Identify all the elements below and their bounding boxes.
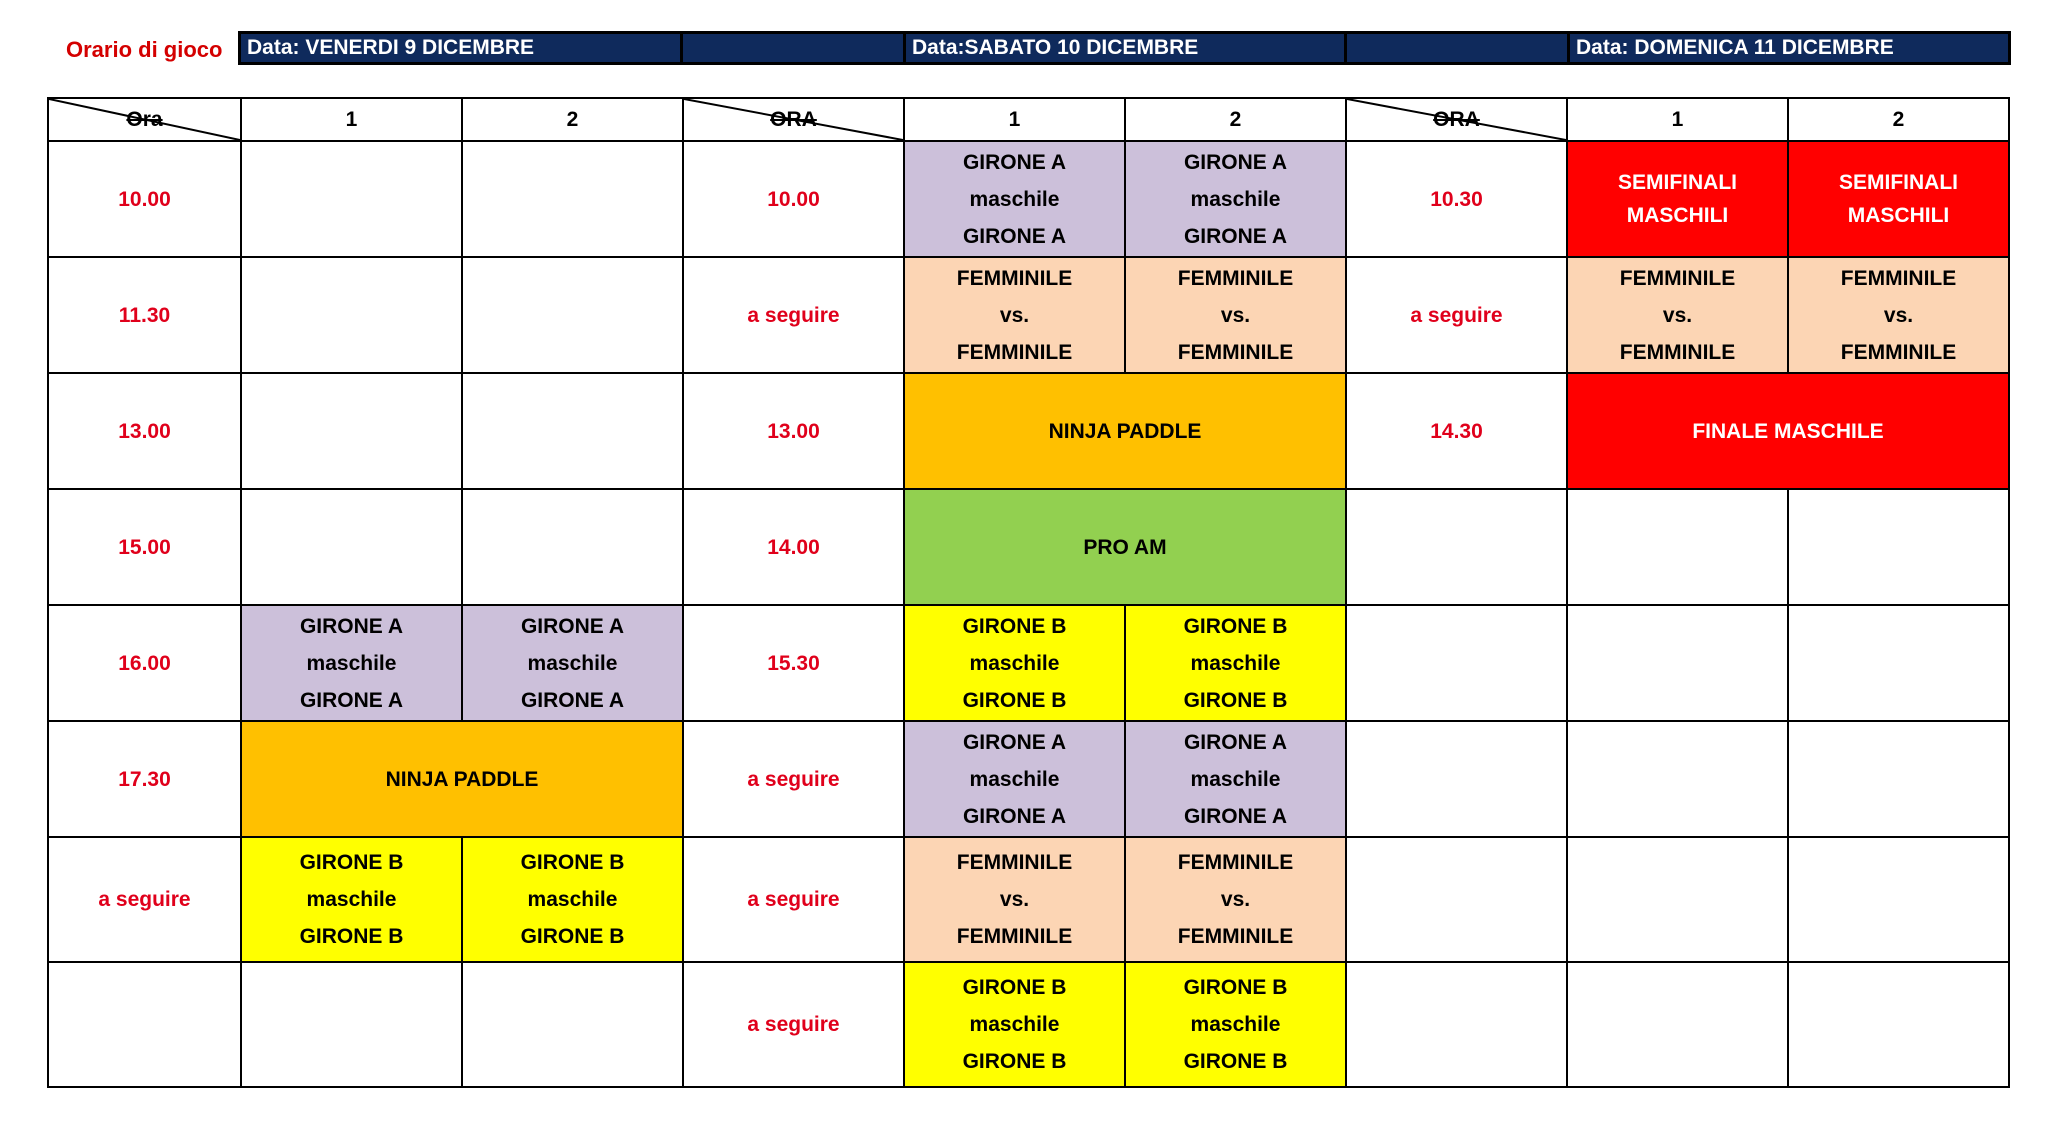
sunday-semifinali-court-2: SEMIFINALI MASCHILI bbox=[1788, 141, 2009, 257]
sunday-time-empty bbox=[1346, 837, 1567, 962]
saturday-time: a seguire bbox=[683, 837, 904, 962]
friday-court-2-slot bbox=[462, 141, 683, 257]
ora-header-sunday: ORA bbox=[1346, 98, 1567, 141]
friday-court-2-slot bbox=[462, 489, 683, 605]
sunday-time: a seguire bbox=[1346, 257, 1567, 373]
sunday-court-2-header: 2 bbox=[1788, 98, 2009, 141]
friday-court-1-slot bbox=[241, 962, 462, 1087]
table-row bbox=[48, 605, 2009, 721]
saturday-time: 13.00 bbox=[683, 373, 904, 489]
saturday-spacer-header bbox=[1344, 31, 1570, 65]
friday-court-2-header: 2 bbox=[462, 98, 683, 141]
friday-girone-a-court-2: GIRONE A maschile GIRONE A bbox=[462, 605, 683, 721]
friday-court-1-slot bbox=[241, 489, 462, 605]
friday-time bbox=[48, 962, 241, 1087]
sunday-time-empty bbox=[1346, 605, 1567, 721]
saturday-date-header: Data:SABATO 10 DICEMBRE bbox=[903, 31, 1347, 65]
saturday-girone-b-court-1: GIRONE B maschile GIRONE B bbox=[904, 962, 1125, 1087]
sunday-court-1-slot bbox=[1567, 489, 1788, 605]
saturday-girone-a-court-1: GIRONE A maschile GIRONE A bbox=[904, 141, 1125, 257]
friday-court-2-slot bbox=[462, 373, 683, 489]
friday-spacer-header bbox=[680, 31, 906, 65]
sunday-court-2-slot bbox=[1788, 721, 2009, 837]
saturday-femminile-court-2: FEMMINILE vs. FEMMINILE bbox=[1125, 837, 1346, 962]
friday-time: 16.00 bbox=[48, 605, 241, 721]
friday-date-header: Data: VENERDI 9 DICEMBRE bbox=[238, 31, 683, 65]
sunday-time-empty bbox=[1346, 489, 1567, 605]
saturday-girone-a-court-2: GIRONE A maschile GIRONE A bbox=[1125, 141, 1346, 257]
friday-court-2-slot bbox=[462, 962, 683, 1087]
friday-court-1-slot bbox=[241, 141, 462, 257]
saturday-girone-a-court-2: GIRONE A maschile GIRONE A bbox=[1125, 721, 1346, 837]
table-row bbox=[48, 837, 2009, 962]
friday-time: 13.00 bbox=[48, 373, 241, 489]
sunday-time-empty bbox=[1346, 721, 1567, 837]
saturday-femminile-court-1: FEMMINILE vs. FEMMINILE bbox=[904, 837, 1125, 962]
sunday-date-header: Data: DOMENICA 11 DICEMBRE bbox=[1567, 31, 2011, 65]
sunday-court-2-slot bbox=[1788, 837, 2009, 962]
saturday-girone-b-court-1: GIRONE B maschile GIRONE B bbox=[904, 605, 1125, 721]
friday-court-1-header: 1 bbox=[241, 98, 462, 141]
friday-time: 10.00 bbox=[48, 141, 241, 257]
saturday-court-1-header: 1 bbox=[904, 98, 1125, 141]
sunday-court-1-slot bbox=[1567, 721, 1788, 837]
sunday-time: 10.30 bbox=[1346, 141, 1567, 257]
table-row bbox=[48, 489, 2009, 605]
sunday-time-empty bbox=[1346, 962, 1567, 1087]
friday-time: 11.30 bbox=[48, 257, 241, 373]
friday-time: 17.30 bbox=[48, 721, 241, 837]
friday-girone-b-court-2: GIRONE B maschile GIRONE B bbox=[462, 837, 683, 962]
friday-court-1-slot bbox=[241, 257, 462, 373]
sunday-court-2-slot bbox=[1788, 605, 2009, 721]
table-row bbox=[48, 721, 2009, 837]
sunday-court-1-slot bbox=[1567, 962, 1788, 1087]
friday-court-2-slot bbox=[462, 257, 683, 373]
saturday-time: a seguire bbox=[683, 721, 904, 837]
table-row bbox=[48, 257, 2009, 373]
saturday-girone-b-court-2: GIRONE B maschile GIRONE B bbox=[1125, 605, 1346, 721]
sunday-femminile-court-1: FEMMINILE vs. FEMMINILE bbox=[1567, 257, 1788, 373]
saturday-time: a seguire bbox=[683, 962, 904, 1087]
saturday-court-2-header: 2 bbox=[1125, 98, 1346, 141]
table-row bbox=[48, 962, 2009, 1087]
friday-time: 15.00 bbox=[48, 489, 241, 605]
sunday-court-2-slot bbox=[1788, 489, 2009, 605]
friday-girone-a-court-1: GIRONE A maschile GIRONE A bbox=[241, 605, 462, 721]
saturday-girone-a-court-1: GIRONE A maschile GIRONE A bbox=[904, 721, 1125, 837]
saturday-femminile-court-1: FEMMINILE vs. FEMMINILE bbox=[904, 257, 1125, 373]
saturday-ninja-paddle: NINJA PADDLE bbox=[904, 373, 1346, 489]
ora-header-friday: Ora bbox=[48, 98, 241, 141]
sunday-court-1-slot bbox=[1567, 837, 1788, 962]
page-title: Orario di gioco bbox=[66, 37, 223, 62]
saturday-time: a seguire bbox=[683, 257, 904, 373]
sunday-court-2-slot bbox=[1788, 962, 2009, 1087]
sunday-court-1-header: 1 bbox=[1567, 98, 1788, 141]
header-row bbox=[48, 98, 2009, 141]
saturday-time: 15.30 bbox=[683, 605, 904, 721]
friday-time: a seguire bbox=[48, 837, 241, 962]
saturday-time: 10.00 bbox=[683, 141, 904, 257]
sunday-court-1-slot bbox=[1567, 605, 1788, 721]
saturday-femminile-court-2: FEMMINILE vs. FEMMINILE bbox=[1125, 257, 1346, 373]
table-row bbox=[48, 141, 2009, 257]
sunday-time: 14.30 bbox=[1346, 373, 1567, 489]
ora-header-saturday: ORA bbox=[683, 98, 904, 141]
sunday-femminile-court-2: FEMMINILE vs. FEMMINILE bbox=[1788, 257, 2009, 373]
sunday-finale-maschile: FINALE MASCHILE bbox=[1567, 373, 2009, 489]
friday-ninja-paddle: NINJA PADDLE bbox=[241, 721, 683, 837]
saturday-time: 14.00 bbox=[683, 489, 904, 605]
friday-girone-b-court-1: GIRONE B maschile GIRONE B bbox=[241, 837, 462, 962]
friday-court-1-slot bbox=[241, 373, 462, 489]
saturday-girone-b-court-2: GIRONE B maschile GIRONE B bbox=[1125, 962, 1346, 1087]
schedule-table bbox=[47, 97, 2010, 1088]
table-row bbox=[48, 373, 2009, 489]
sunday-semifinali-court-1: SEMIFINALI MASCHILI bbox=[1567, 141, 1788, 257]
saturday-pro-am: PRO AM bbox=[904, 489, 1346, 605]
